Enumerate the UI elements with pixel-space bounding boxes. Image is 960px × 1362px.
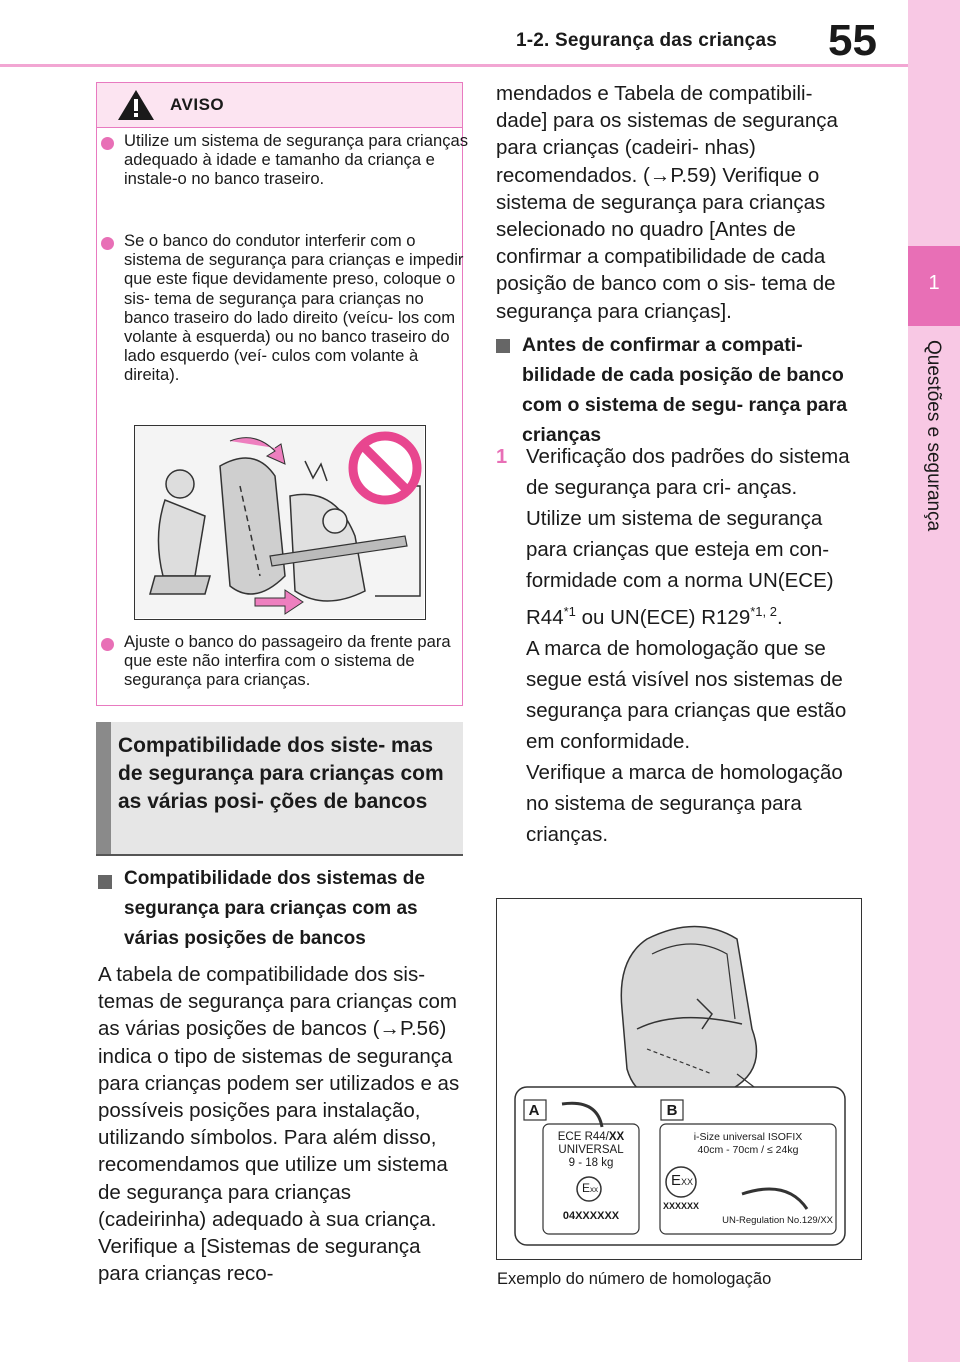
label-b-regulation: UN-Regulation No.129/XX xyxy=(722,1215,833,1226)
bullet-icon xyxy=(101,638,114,651)
step-title: Verificação dos padrões do sistema de segurança para cri- anças. xyxy=(526,445,850,499)
warning-label: AVISO xyxy=(170,95,225,114)
section-heading: Compatibilidade dos siste- mas de segurança para crianças com as várias posi- ções de bancos xyxy=(118,734,444,813)
step-standards xyxy=(526,596,858,633)
label-a-text xyxy=(543,1131,639,1170)
footnote-ref-1: *1 xyxy=(563,604,576,619)
step-line2: A marca de homologação que se segue está visível nos sistemas de segurança para crianças que estão em conformidade. xyxy=(526,636,847,753)
bullet-icon xyxy=(101,237,114,250)
paragraph-right: mendados e Tabela de compatibili- dade] para os sistemas de segurança para crianças (cadeiri- nhas) recomendados. (→P.59) Verifique o sistema de segurança para crianças selecionado no quadro [Antes de confirmar a compatibilidade de cada posição de banco com o sis- tema de segurança para crianças]. xyxy=(496,82,838,323)
footnote-ref-2: *1, 2 xyxy=(750,604,777,619)
chapter-title: Questões e segurança xyxy=(923,340,944,532)
chapter-title-vertical xyxy=(908,340,960,580)
warning-triangle-icon xyxy=(116,88,156,122)
label-a-line3: 9 - 18 kg xyxy=(568,1157,614,1169)
header-rule xyxy=(0,64,908,67)
step-number: 1 xyxy=(496,446,508,468)
period: . xyxy=(776,605,783,629)
paragraph-left: A tabela de compatibilidade dos sis- temas de segurança para crianças com as várias posições de bancos (→P.56) indica o tipo de sistemas de segurança para crianças podem ser utilizados e as possíveis posições para instalação, utilizando símbolos. Para além disso, recomendamos que utilize um sistema de segurança para crianças (cadeirinha) adequado à sua criança. Verifique a [Sistemas de segurança para crianças reco- xyxy=(98,963,460,1286)
label-a-xx: XX xyxy=(608,1131,625,1143)
label-a-ece: ECE R44/ xyxy=(557,1131,609,1143)
label-a-e-mark xyxy=(578,1181,602,1195)
homologation-figure xyxy=(496,898,862,1260)
seat-interference-drawing xyxy=(135,426,424,618)
label-b-line2: 40cm - 70cm / ≤ 24kg xyxy=(697,1144,799,1156)
subheading: Compatibilidade dos sistemas de segurança para crianças com as várias posições de bancos xyxy=(124,868,425,949)
r44-text: R44 xyxy=(526,605,564,629)
subheading-2: Antes de confirmar a compati- bilidade de cada posição de banco com o sistema de segu- rança para crianças xyxy=(522,334,848,446)
label-a-e: E xyxy=(581,1181,590,1195)
step-content xyxy=(526,441,858,850)
label-b-line1: i-Size universal ISOFIX xyxy=(693,1131,803,1143)
label-a-line2: UNIVERSAL xyxy=(558,1144,624,1156)
r129-text: ou UN(ECE) R129 xyxy=(575,605,751,629)
label-b-text xyxy=(660,1131,836,1157)
seat-interference-illustration xyxy=(134,425,426,620)
chapter-number: 1 xyxy=(928,272,940,294)
square-bullet-icon xyxy=(496,339,510,353)
page-number: 55 xyxy=(828,16,877,65)
label-b-exx: XX xyxy=(681,1177,694,1187)
step-line3: Verifique a marca de homologação no sistema de segurança para crianças. xyxy=(526,760,843,846)
section-title: 1-2. Segurança das crianças xyxy=(516,30,777,51)
warning-item: Utilize um sistema de segurança para crianças adequado à idade e tamanho da criança e instale-o no banco traseiro. xyxy=(124,131,469,189)
square-bullet-icon xyxy=(98,875,112,889)
label-b-e: E xyxy=(670,1172,681,1189)
chapter-tab-strip xyxy=(908,0,960,1362)
figure-label-b: B xyxy=(666,1102,678,1119)
figure-label-a: A xyxy=(528,1102,540,1119)
warning-item: Se o banco do condutor interferir com o sistema de segurança para crianças e impedir que este fique devidamente preso, coloque o sis- tema de segurança para crianças no banco traseiro do lado direito (veícu- los com volante à esquerda) ou no banco traseiro do lado esquerdo (veí- culos com volante à direita). xyxy=(124,231,464,385)
bullet-icon xyxy=(101,137,114,150)
step-line1: Utilize um sistema de segurança para crianças que esteja em con- formidade com a norma UN(ECE) xyxy=(526,507,834,592)
warning-item: Ajuste o banco do passageiro da frente para que este não interfira com o sistema de segurança para crianças. xyxy=(124,632,451,690)
label-a-code: 04XXXXXX xyxy=(562,1210,620,1222)
label-b-code: XXXXXX xyxy=(663,1201,700,1211)
label-a-exx: xx xyxy=(590,1185,598,1194)
figure-caption: Exemplo do número de homologação xyxy=(497,1270,772,1288)
label-b-e-mark xyxy=(667,1172,697,1189)
label-a-line1 xyxy=(543,1131,639,1144)
section-heading-bar xyxy=(96,722,111,856)
section-heading-rule xyxy=(96,854,463,856)
